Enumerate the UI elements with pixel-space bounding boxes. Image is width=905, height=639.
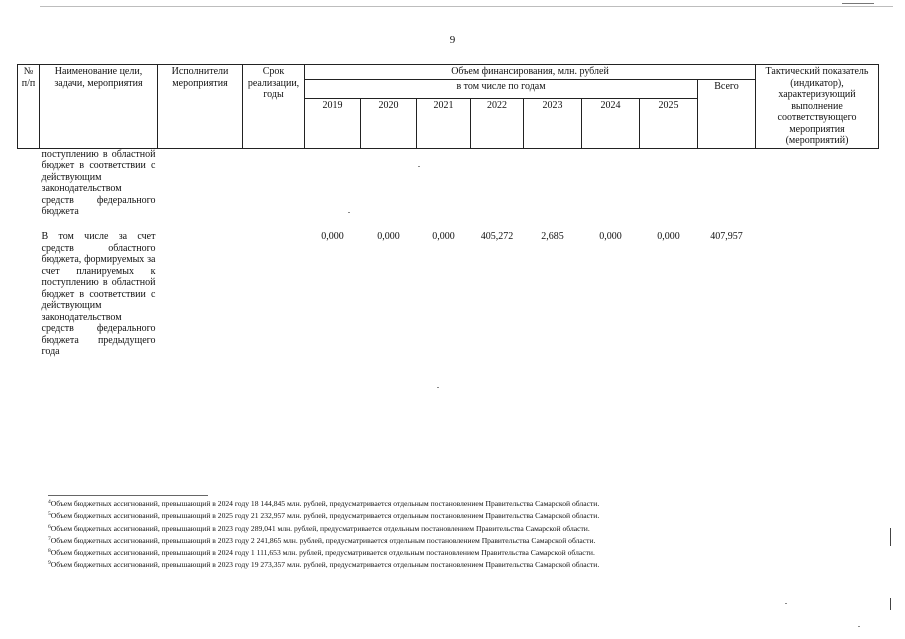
scan-top-mark <box>842 3 874 4</box>
header-year: 2020 <box>361 98 417 148</box>
scan-speck <box>437 387 439 388</box>
page-number: 9 <box>449 34 456 46</box>
header-indicator: Тактический показатель (индикатор), характеризующий выполнение соответствующего мероприятия (мероприятий) <box>756 65 879 149</box>
footnote <box>48 546 768 558</box>
header-num: № п/п <box>18 65 40 149</box>
header-total: Всего <box>698 79 756 148</box>
row-value <box>361 148 417 231</box>
header-term: Срок реализации, годы <box>243 65 305 149</box>
header-executors: Исполнители мероприятия <box>158 65 243 149</box>
row-name: поступлению в областной бюджет в соответствии с действующим законодательством средств федерального бюджета <box>41 148 156 217</box>
row-total: 407,957 <box>710 231 743 242</box>
row-total <box>698 148 756 231</box>
header-year: 2023 <box>524 98 582 148</box>
header-row-1 <box>18 65 879 80</box>
header-funding: Объем финансирования, млн. рублей <box>305 65 756 80</box>
header-year: 2022 <box>471 98 524 148</box>
scan-edge-mark <box>890 528 891 546</box>
row-value: 405,272 <box>480 231 514 242</box>
scan-top-rule <box>40 6 893 7</box>
row-value <box>640 148 698 231</box>
row-value <box>471 148 524 231</box>
row-value: 0,000 <box>657 231 680 242</box>
header-name: Наименование цели, задачи, мероприятия <box>40 65 158 149</box>
row-value: 0,000 <box>599 231 622 242</box>
footnote-separator <box>48 495 208 496</box>
header-by-years: в том числе по годам <box>305 79 698 98</box>
financing-table <box>17 64 879 358</box>
footnote-text: Объем бюджетных ассигнований, превышающий в 2024 году 1 111,653 млн. рублей, предусматривается отдельным постановлением Правительства Самарской области. <box>50 548 595 558</box>
footnote-mark: 5 <box>48 511 51 518</box>
row-value: 0,000 <box>321 231 344 242</box>
footnote-text: Объем бюджетных ассигнований, превышающий в 2023 году 289,041 млн. рублей, предусматривается отдельным постановлением Правительства Самарской области. <box>50 523 590 533</box>
footnote <box>48 522 768 534</box>
scan-speck <box>858 626 860 627</box>
footnotes <box>48 497 768 571</box>
footnote-mark: 6 <box>48 523 51 530</box>
table-row <box>18 231 879 358</box>
scan-edge-mark <box>890 598 891 610</box>
row-value <box>582 148 640 231</box>
row-value <box>417 148 471 231</box>
footnote-text: Объем бюджетных ассигнований, превышающий в 2024 году 18 144,845 млн. рублей, предусматривается отдельным постановлением Правительства Самарской области. <box>50 499 600 508</box>
table-row <box>18 148 879 231</box>
footnote <box>48 534 768 546</box>
footnote-text: Объем бюджетных ассигнований, превышающий в 2023 году 19 273,357 млн. рублей, предусматривается отдельным постановлением Правительства Самарской области. <box>50 560 600 570</box>
footnote-mark: 4 <box>48 499 51 505</box>
header-year: 2025 <box>640 98 698 148</box>
row-value <box>524 148 582 231</box>
scan-speck <box>348 212 350 213</box>
footnote-mark: 9 <box>48 560 51 567</box>
footnote-text: Объем бюджетных ассигнований, превышающий в 2023 году 2 241,865 млн. рублей, предусматривается отдельным постановлением Правительства Самарской области. <box>50 535 596 545</box>
footnote-mark: 8 <box>48 548 51 555</box>
row-value: 2,685 <box>541 231 564 242</box>
footnote <box>48 558 768 570</box>
header-year: 2024 <box>582 98 640 148</box>
row-value <box>305 148 361 231</box>
row-value: 0,000 <box>377 231 400 242</box>
row-name: В том числе за счет средств областного бюджета, формируемых за счет планируемых к поступлению в областной бюджет в соответствии с действующим законодательством средств федерального бюджета предыдущего года <box>41 231 156 357</box>
footnote-mark: 7 <box>48 535 51 542</box>
footnote <box>48 497 768 509</box>
row-value: 0,000 <box>432 231 455 242</box>
scan-speck <box>785 603 787 604</box>
footnote-text: Объем бюджетных ассигнований, превышающий в 2025 году 21 232,957 млн. рублей, предусматривается отдельным постановлением Правительства Самарской области. <box>50 511 600 521</box>
footnote <box>48 509 768 521</box>
scan-speck <box>418 166 420 167</box>
header-year: 2021 <box>417 98 471 148</box>
header-year: 2019 <box>305 98 361 148</box>
